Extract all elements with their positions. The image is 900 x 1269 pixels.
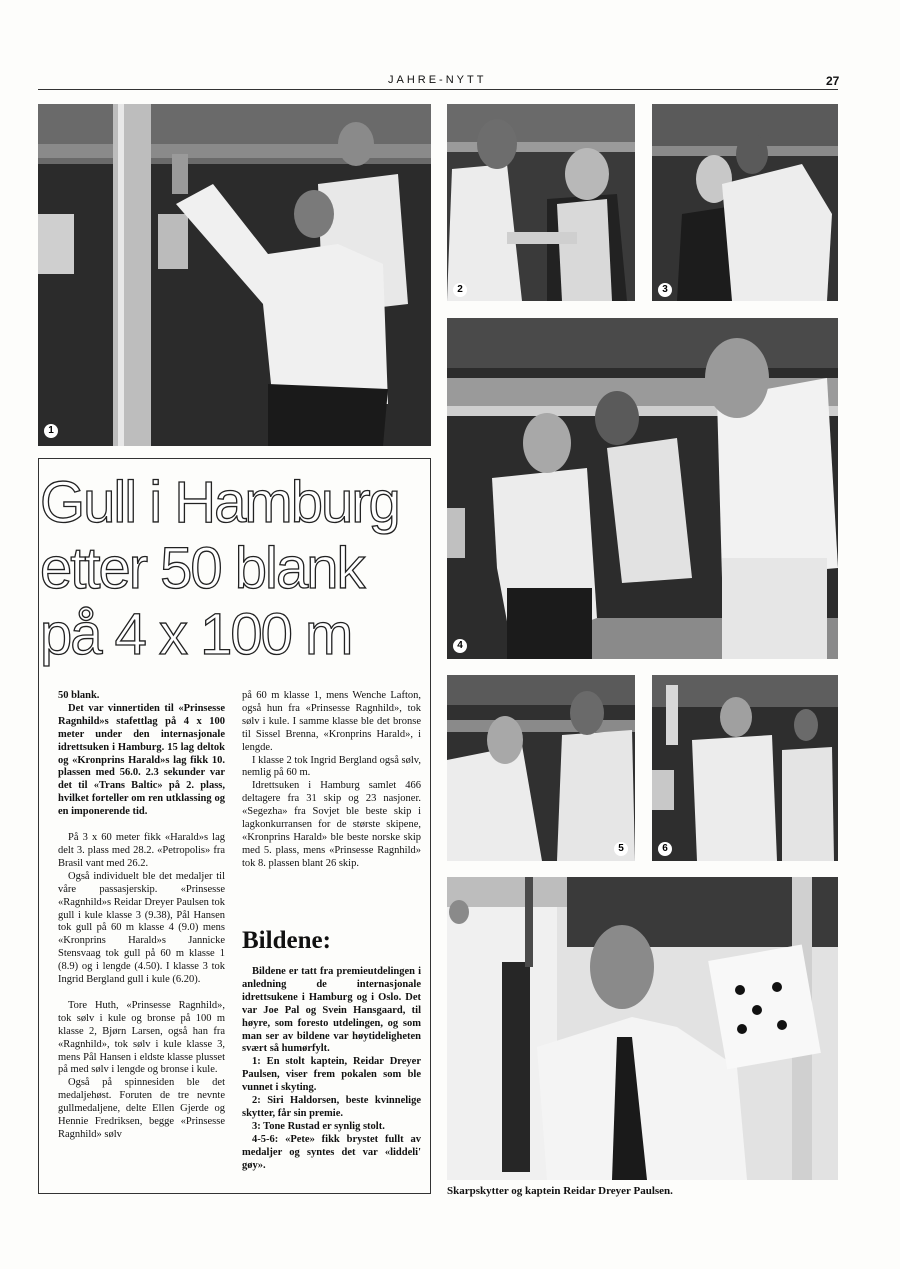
- headline-line: på 4 x 100 m: [40, 602, 352, 667]
- headline-line: Gull i Hamburg: [40, 470, 399, 535]
- photo-number-badge: 2: [453, 283, 467, 297]
- body-paragraph: Også på spinnesiden ble det medaljehøst. Foruten de tre nevnte gullmedaljene, delte Ellen Gjerde og Hennie Fredriksen, begge «Prinsesse Ragnhild» sølv: [58, 1077, 225, 1140]
- photo-4: [447, 318, 838, 659]
- bildene-paragraph: 2: Siri Haldorsen, beste kvinnelige skytter, får sin premie.: [242, 1095, 421, 1119]
- page-header: [0, 74, 900, 94]
- bildene-paragraph: 1: En stolt kaptein, Reidar Dreyer Paulsen, viser frem pokalen som ble vunnet i skyting.: [242, 1056, 421, 1094]
- photo-caption: Skarpskytter og kaptein Reidar Dreyer Paulsen.: [447, 1185, 673, 1197]
- body-paragraph: På 3 x 60 meter fikk «Harald»s lag delt 3. plass med 28.2. «Petropolis» fra Brasil vant med 26.2.: [58, 832, 225, 869]
- photo-3: [652, 104, 838, 301]
- body-paragraph: Idrettsuken i Hamburg samlet 466 deltagere fra 31 skip og 23 nasjoner. «Segezha» fra Sovjet ble beste skip i lagkonkurransen for de største skipene, «Kronprins Harald» ble beste norske skip med 5. plass, mens «Prinsesse Ragnhild» tok 8. plassen blant 26 skip.: [242, 780, 421, 869]
- article-headline: [40, 470, 399, 668]
- lead-paragraph: Det var vinnertiden til «Prinsesse Ragnhild»s stafettlag på 4 x 100 meter under den internasjonale idrettsuken i Hamburg. 15 lag deltok og «Kronprins Harald»s lag fikk 10. plassen med 56.0. 2.3 sekunder var det til «Trans Baltic» på 2. plass, hvilket forteller om ren utklassing og en imponerende tid.: [58, 702, 225, 818]
- page-number: 27: [826, 74, 840, 88]
- body-paragraph: på 60 m klasse 1, mens Wenche Lafton, også hun fra «Prinsesse Ragnhild», tok sølv i kule. I samme klasse ble det bronse til Sissel Brenna, «Kronprins Harald», i lengde.: [242, 690, 421, 753]
- bildene-heading: Bildene:: [242, 927, 331, 954]
- photo-6: [652, 675, 838, 861]
- photo-1: [38, 104, 431, 446]
- photo-captain-with-rifle: [447, 877, 838, 1180]
- body-paragraph: Tore Huth, «Prinsesse Ragnhild», tok sølv i kule og bronse på 100 m klasse 2, Bjørn Larsen, også han fra «Ragnhild», tok sølv i kule klasse 3, mens Pål Hansen i eldste klasse plusset på med sølv i lengde og bronse i kule.: [58, 999, 225, 1076]
- article-column-2: [242, 690, 421, 871]
- photo-number-badge: 5: [614, 842, 628, 856]
- bildene-paragraph: Bildene er tatt fra premieutdelingen i anledning de internasjonale idrettsukene i Hamburg og i Oslo. Det var Joe Pal og Svein Hansgaard, til høyre, som foresto utdelingen, og som man ser av bildene var høytideligheten svært så humørfylt.: [242, 966, 421, 1055]
- photo-number-badge: 6: [658, 842, 672, 856]
- photo-number-badge: 1: [44, 424, 58, 438]
- bildene-paragraph: 3: Tone Rustad er synlig stolt.: [252, 1120, 385, 1132]
- body-paragraph: I klasse 2 tok Ingrid Bergland også sølv, nemlig på 60 m.: [242, 754, 421, 779]
- photo-number-badge: 3: [658, 283, 672, 297]
- headline-line: etter 50 blank: [40, 536, 364, 601]
- body-paragraph: Også individuelt ble det medaljer til våre passasjerskip. «Prinsesse «Ragnhild»s Reidar Dreyer Paulsen tok gull i kule klasse 3 (9.38), Pål Hansen tok gull på 60 m klasse 4 (9.0) mens «Kronprins Harald»s Jannicke Stensvaag tok gull på 60 m klasse 1 (8.9) og i lengde (4.50). I klasse 3 tok Ingrid Bergland gull i kule (6.20).: [58, 870, 225, 986]
- bildene-text: [242, 966, 421, 1173]
- magazine-title: JAHRE-NYTT: [388, 74, 487, 86]
- photo-number-badge: 4: [453, 639, 467, 653]
- article-column-1: [58, 690, 225, 1142]
- header-rule: [38, 89, 838, 90]
- photo-2: [447, 104, 635, 301]
- photo-5: [447, 675, 635, 861]
- lead-heading: 50 blank.: [58, 690, 100, 701]
- bildene-paragraph: 4-5-6: «Pete» fikk brystet fullt av medaljer og syntes det var «liddeli' gøy».: [242, 1133, 421, 1171]
